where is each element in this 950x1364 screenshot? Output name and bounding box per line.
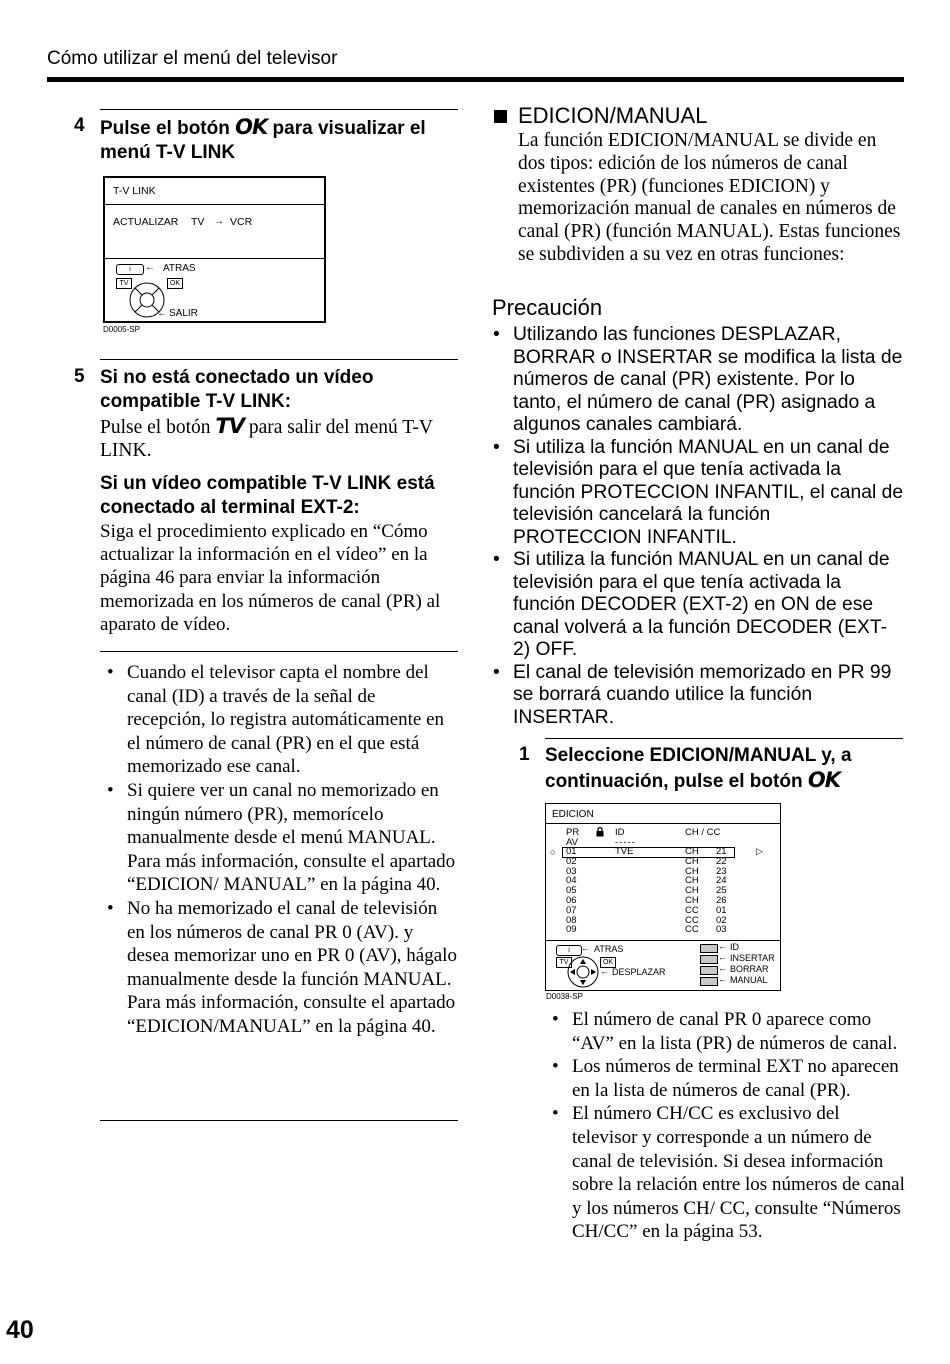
step-number: 5 <box>74 366 85 387</box>
table-cell-type: CH <box>685 846 699 857</box>
step-title: Seleccione EDICION/MANUAL y, a continuación, pulse el botón OK <box>545 745 852 792</box>
table-cell-num: 03 <box>716 924 727 936</box>
legend-label: ID <box>730 942 739 952</box>
arrow-left-icon: ← <box>718 963 727 973</box>
list-item: • Si quiere ver un canal no memorizado en ningún número (PR), memorícelo manualmente desde el menú MANUAL. Para más información, consulte el apartado “EDICION/ MANUAL” en la página 40. <box>100 779 458 897</box>
divider <box>100 1120 458 1121</box>
list-item: • El canal de televisión memorizado en PR 99 se borrará cuando utilice la función INSERTAR. <box>486 662 904 730</box>
notes-list <box>545 1008 905 1244</box>
caution-list <box>486 324 904 729</box>
arrow-left-icon: ← <box>157 308 167 319</box>
back-label: ATRAS <box>163 263 196 274</box>
step-title: Pulse el botón OK para visualizar el menú T-V LINK <box>100 115 426 163</box>
pr-column <box>566 847 577 935</box>
divider <box>100 359 458 360</box>
column-header: CH / CC <box>685 827 721 838</box>
triangle-right-icon: ▷ <box>756 846 763 856</box>
table-cell-id <box>615 916 633 926</box>
arrow-right-icon: → <box>214 216 224 227</box>
selected-row-highlight <box>562 847 735 858</box>
info-key-icon: i <box>556 945 582 956</box>
list-item: • Utilizando las funciones DESPLAZAR, BORRAR o INSERTAR se modifica la lista de números de canal (PR) existente. Por lo tanto, el número de canal (PR) asignado a algunos canales cambiará. <box>486 324 904 437</box>
arrow-left-icon: ← <box>145 262 155 273</box>
table-cell-num: 22 <box>716 855 727 867</box>
table-cell-pr: 06 <box>566 894 577 906</box>
table-cell-type: CH <box>685 875 699 887</box>
screen-title: EDICION <box>552 809 594 820</box>
table-cell-pr: 05 <box>566 885 577 897</box>
column-header: ID <box>615 827 625 838</box>
ok-button-glyph: OK <box>807 768 840 792</box>
table-cell-id <box>615 876 633 886</box>
list-item: • No ha memorizado el canal de televisión en los números de canal PR 0 (AV). y desea memorizar uno en PR 0 (AV), hágalo manualmente desde la función MANUAL. Para más información, consulte el apartado “EDICION/MANUAL” en la página 40. <box>100 897 458 1039</box>
sub-text: Siga el procedimiento explicado en “Cómo actualizar la información en el vídeo” en la página 46 para enviar la información memorizada en los números de canal (PR) al aparato de vídeo. <box>100 521 441 635</box>
table-cell-num: 02 <box>716 914 727 926</box>
table-cell-type: CC <box>685 914 699 926</box>
caution-title: Precaución <box>492 295 603 320</box>
table-cell-pr: 03 <box>566 865 577 877</box>
av-label: AV <box>566 837 578 848</box>
divider <box>545 738 903 739</box>
figure-code: D0005-SP <box>103 325 140 334</box>
table-cell-pr: 09 <box>566 924 577 936</box>
step-text: Pulse el botón TV para salir del menú T-V LINK. <box>100 414 433 462</box>
tv-button-glyph: TV <box>215 414 244 438</box>
table-cell-type: CH <box>685 855 699 867</box>
table-cell-type: CH <box>685 865 699 877</box>
table-cell-id <box>615 867 633 877</box>
arrow-left-icon: ← <box>600 966 609 976</box>
column-header: PR <box>566 827 580 838</box>
step-number: 4 <box>74 115 85 136</box>
table-cell-type: CC <box>685 924 699 936</box>
arrow-left-icon: ← <box>718 952 727 962</box>
table-cell-num: 24 <box>716 875 727 887</box>
table-cell-num: 21 <box>716 846 727 857</box>
header-rule <box>47 77 904 82</box>
tvlink-screen <box>103 176 326 323</box>
table-cell-pr: 07 <box>566 904 577 916</box>
ok-key-icon: OK <box>600 957 616 968</box>
divider <box>100 109 458 110</box>
step-number: 1 <box>519 744 530 765</box>
table-cell-id <box>615 886 633 896</box>
table-cell-pr: 01 <box>566 846 577 857</box>
dpad-icon <box>566 956 600 988</box>
table-cell-num: 01 <box>716 904 727 916</box>
vcr-label: VCR <box>230 216 253 228</box>
list-item: • Si utiliza la función MANUAL en un canal de televisión para el que tenía activada la función PROTECCION INFANTIL, el canal de televisión cancelará la función PROTECCION INFANTIL. <box>486 437 904 550</box>
table-cell-type: CC <box>685 904 699 916</box>
move-label: DESPLAZAR <box>612 967 666 977</box>
table-cell-num: 25 <box>716 885 727 897</box>
table-cell-id: TVE <box>615 846 634 857</box>
legend-swatch <box>700 944 718 953</box>
arrow-left-icon: ← <box>581 943 590 953</box>
table-cell-id <box>615 925 633 935</box>
edit-screen <box>545 803 781 991</box>
list-item: • Los números de terminal EXT no aparecen en la lista de números de canal (PR). <box>545 1055 905 1102</box>
update-label: ACTUALIZAR <box>113 216 179 228</box>
type-column <box>685 847 699 935</box>
arrow-left-icon: ← <box>718 941 727 951</box>
table-cell-num: 26 <box>716 894 727 906</box>
legend-label: INSERTAR <box>730 953 775 963</box>
table-cell-pr: 02 <box>566 855 577 867</box>
screen-title: T-V LINK <box>113 185 156 197</box>
tv-key-icon: TV <box>116 278 132 289</box>
legend-swatch <box>700 966 718 975</box>
figure-code: D0038-SP <box>546 992 583 1001</box>
table-cell-id <box>615 857 633 867</box>
table-cell-type: CH <box>685 885 699 897</box>
arrow-left-icon: ← <box>718 974 727 984</box>
step-title: Si no está conectado un vídeo compatible T-V LINK: <box>100 367 374 412</box>
back-label: ATRAS <box>594 944 624 954</box>
tv-key-icon: TV <box>556 957 572 968</box>
table-cell-num: 23 <box>716 865 727 877</box>
id-column <box>615 847 633 935</box>
section-text: La función EDICION/MANUAL se divide en dos tipos: edición de los números de canal existentes (PR) (funciones EDICION) y memorización manual de canales en números de canal (PR) (función MANUAL). Estas funciones se subdividen a su vez en otras funciones: <box>518 130 901 265</box>
list-item: • El número CH/CC es exclusivo del televisor y corresponde a un número de canal de televisión. Si desea información sobre la relación entre los números de canal y los números CH/ CC, consulte “Números CH/CC” en la página 53. <box>545 1102 905 1244</box>
cursor-circle-icon: ○ <box>550 847 556 857</box>
tv-label: TV <box>191 216 205 228</box>
legend-label: BORRAR <box>730 964 769 974</box>
table-cell-pr: 04 <box>566 875 577 887</box>
sub-heading: Si un vídeo compatible T-V LINK está conectado al terminal EXT-2: <box>100 473 435 518</box>
info-key-icon: i <box>116 264 144 275</box>
divider <box>100 651 458 652</box>
id-placeholder: ----- <box>615 837 636 848</box>
number-column <box>716 847 727 935</box>
list-item: • El número de canal PR 0 aparece como “AV” en la lista (PR) de números de canal. <box>545 1008 905 1055</box>
table-cell-id <box>615 896 633 906</box>
square-bullet-icon <box>494 110 507 123</box>
ok-key-icon: OK <box>167 278 183 289</box>
section-title: EDICION/MANUAL <box>518 103 708 128</box>
ok-button-glyph: OK <box>235 115 268 139</box>
table-cell-id <box>615 906 633 916</box>
list-item: • Si utiliza la función MANUAL en un canal de televisión para el que tenía activada la función DECODER (EXT-2) en ON de ese canal volverá a la función DECODER (EXT-2) OFF. <box>486 549 904 662</box>
legend-swatch <box>700 955 718 964</box>
running-header: Cómo utilizar el menú del televisor <box>47 48 338 69</box>
page-number: 40 <box>6 1316 34 1344</box>
notes-list <box>100 661 458 1039</box>
table-cell-pr: 08 <box>566 914 577 926</box>
legend-label: MANUAL <box>730 975 768 985</box>
legend-swatch <box>700 977 718 986</box>
list-item: • Cuando el televisor capta el nombre del canal (ID) a través de la señal de recepción, lo registra automáticamente en el número de canal (PR) en el que está memorizado ese canal. <box>100 661 458 779</box>
table-cell-type: CH <box>685 894 699 906</box>
exit-label: SALIR <box>169 308 198 319</box>
lock-icon <box>595 826 605 837</box>
